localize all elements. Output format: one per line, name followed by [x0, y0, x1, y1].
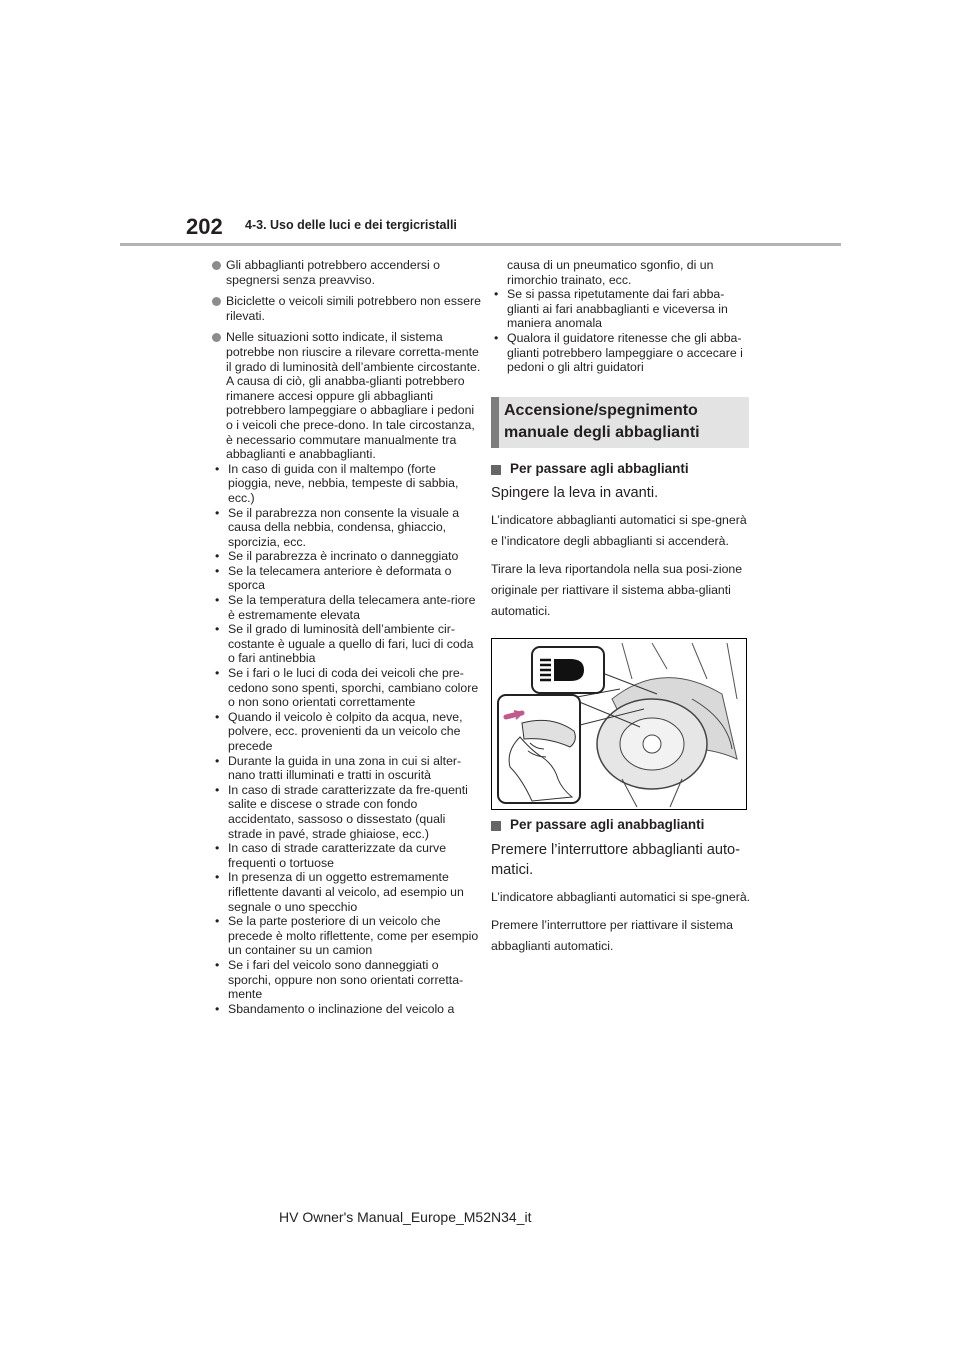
sub-item: • Se la temperatura della telecamera ante-riore è estremamente elevata	[215, 593, 476, 622]
section-title: 4-3. Uso delle luci e dei tergicristalli	[245, 218, 457, 232]
header-rule	[120, 243, 841, 246]
sub-item: • Se il parabrezza è incrinato o danneggiato	[215, 549, 459, 564]
continued-text: causa di un pneumatico sgonfio, di un rimorchio trainato, ecc.	[507, 258, 714, 287]
sub-item: • Se i fari o le luci di coda dei veicoli che pre-cedono sono spenti, sporchi, cambiano colore o non sono orientati correttamente	[215, 666, 479, 710]
lever-illustration	[491, 638, 747, 810]
sub-item: • Se i fari del veicolo sono danneggiati o sporchi, oppure non sono orientati corretta-mente	[215, 957, 464, 1002]
bullet-item: Biciclette o veicoli simili potrebbero non essere rilevati.	[212, 294, 482, 323]
sub-item: • Sbandamento o inclinazione del veicolo a	[215, 1001, 455, 1016]
instruction-text: Spingere la leva in avanti.	[491, 485, 659, 502]
sub-item: • In presenza di un oggetto estremamente riflettente davanti al veicolo, ad esempio un segnale o uno specchio	[215, 870, 464, 914]
steering-lever-drawing	[492, 639, 746, 809]
note-text: Premere l’interruttore per riattivare il sistema abbaglianti automatici.	[491, 917, 733, 953]
instruction-text: Premere l’interruttore abbaglianti auto-matici.	[491, 841, 741, 878]
square-bullet-icon	[491, 821, 501, 831]
subheading-high-beam: Per passare agli abbaglianti	[491, 462, 751, 477]
page-number: 202	[186, 214, 223, 239]
sub-item: • Se il parabrezza non consente la visuale a causa della nebbia, condensa, ghiaccio, sporcizia, ecc.	[215, 505, 460, 549]
sub-item: • In caso di strade caratterizzate da fre-quenti salite e discese o strade con fondo accidentato, sassoso o dissestato (quali strade in pavé, strade ghiaiose, ecc.)	[215, 782, 468, 841]
sub-item: • Se la parte posteriore di un veicolo che precede è molto riflettente, come per esempio un container su un camion	[215, 914, 479, 958]
square-bullet-icon	[491, 465, 501, 475]
sub-item: • Durante la guida in una zona in cui si alter-nano tratti illuminati e tratti in oscurità	[215, 753, 462, 783]
subheading-low-beam: Per passare agli anabbaglianti	[491, 818, 751, 833]
sub-item: • Se la telecamera anteriore è deformata o sporca	[215, 563, 452, 593]
sub-item: • In caso di strade caratterizzate da curve frequenti o tortuose	[215, 841, 447, 870]
section-band	[491, 397, 749, 448]
bullet-item: Nelle situazioni sotto indicate, il sistema potrebbe non riuscire a rilevare corretta-mente il grado di luminosità dell’ambiente circostante. A causa di ciò, gli anabba-glianti potrebbero rimanere accesi oppure gli abbaglianti potrebbero lampeggiare o abbagliare i pedoni o i veicoli che prece-dono. In tale circostanza, è necessario commutare manualmente tra abbaglianti e anabbaglianti.	[212, 330, 482, 461]
bullet-icon	[212, 261, 221, 270]
note-text: L’indicatore abbaglianti automatici si spe-gnerà.	[491, 889, 751, 904]
left-column	[212, 258, 482, 1016]
bullet-icon	[212, 297, 221, 306]
sub-item: • Se si passa ripetutamente dai fari abba-glianti ai fari anabbaglianti e viceversa in maniera anomala	[494, 287, 728, 331]
note-text: L’indicatore abbaglianti automatici si spe-gnerà e l’indicatore degli abbaglianti si accenderà.	[491, 513, 747, 549]
sub-item: • Quando il veicolo è colpito da acqua, neve, polvere, ecc. provenienti da un veicolo che precede	[215, 709, 463, 753]
footer-text: HV Owner's Manual_Europe_M52N34_it	[279, 1209, 532, 1225]
section-heading: Accensione/spegnimento manuale degli abbaglianti	[504, 401, 700, 441]
sub-item: • Qualora il guidatore ritenesse che gli abba-glianti potrebbero lampeggiare o accecare i pedoni o gli altri guidatori	[494, 330, 743, 375]
bullet-item: Gli abbaglianti potrebbero accendersi o spegnersi senza preavviso.	[212, 258, 482, 287]
bullet-icon	[212, 333, 221, 342]
right-column	[491, 258, 751, 957]
sub-item: • In caso di guida con il maltempo (forte pioggia, neve, nebbia, tempeste di sabbia, ecc.)	[215, 461, 459, 505]
section-band-accent	[491, 397, 499, 448]
sub-item: • Se il grado di luminosità dell’ambiente cir-costante è uguale a quello di fari, luci di coda o fari antinebbia	[215, 622, 474, 666]
note-text: Tirare la leva riportandola nella sua posi-zione originale per riattivare il sistema abba-glianti automatici.	[491, 562, 743, 619]
